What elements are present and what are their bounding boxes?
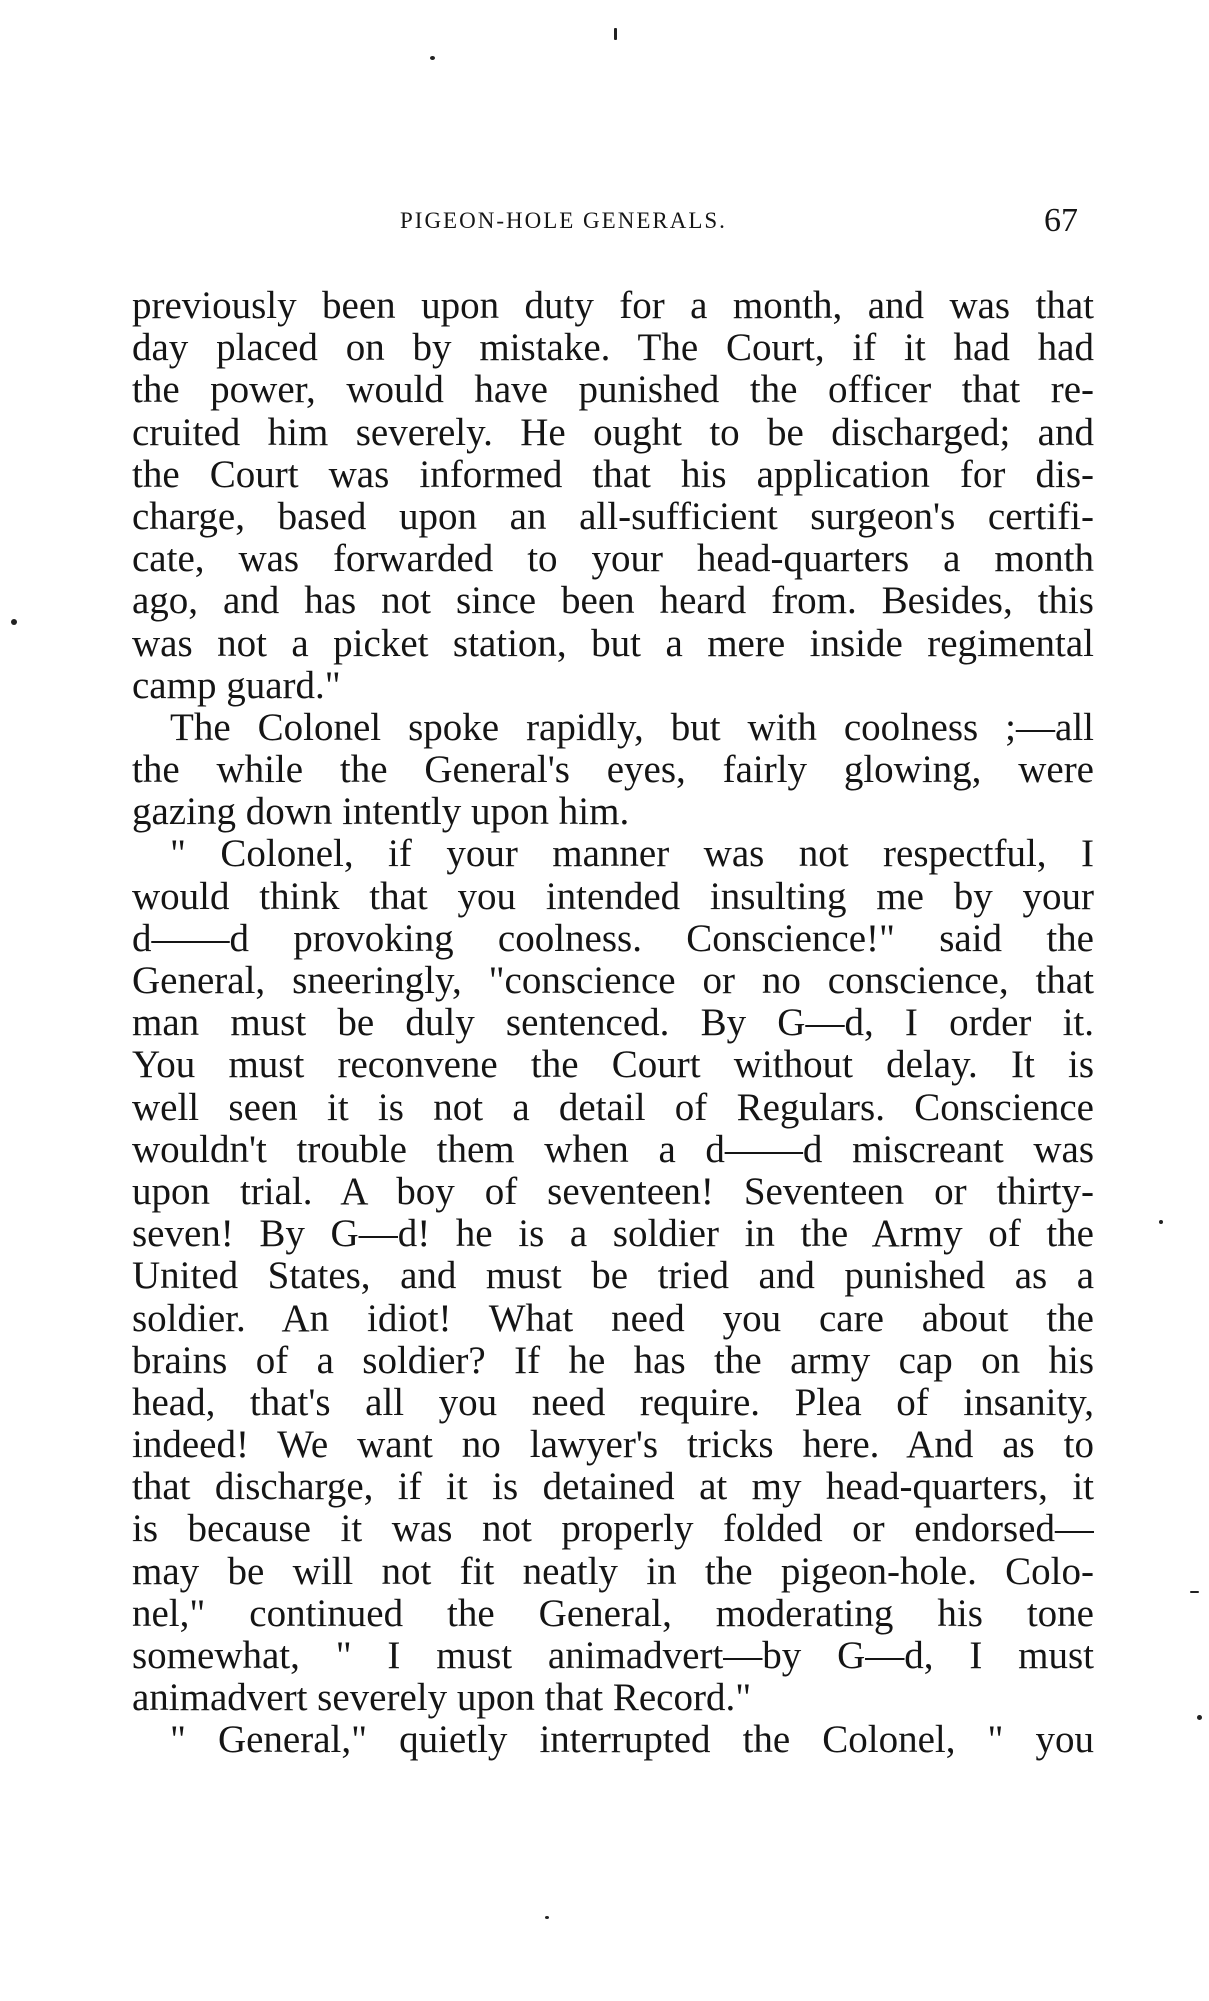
text-line: soldier. An idiot! What need you care about the: [132, 1297, 1094, 1340]
text-line: the power, would have punished the officer that re-: [132, 369, 1094, 412]
text-line: " Colonel, if your manner was not respectful, I: [170, 833, 1094, 876]
text-line: charge, based upon an all-sufficient surgeon's certifi-: [132, 495, 1094, 538]
text-line: was not a picket station, but a mere inside regimental: [132, 622, 1094, 665]
ink-speck: [1197, 1715, 1202, 1720]
text-line: camp guard.": [132, 664, 341, 707]
text-line: that discharge, if it is detained at my head-quarters, it: [132, 1466, 1094, 1509]
body-text: [132, 285, 1094, 1762]
text-line: is because it was not properly folded or endorsed—: [132, 1508, 1094, 1551]
page-number: 67: [1044, 202, 1078, 239]
text-line: " General," quietly interrupted the Colonel, " you: [170, 1719, 1094, 1762]
ink-speck: [11, 619, 17, 625]
text-line: United States, and must be tried and punished as a: [132, 1255, 1094, 1298]
text-line: cate, was forwarded to your head-quarters a month: [132, 538, 1094, 581]
ink-speck: [1190, 1591, 1199, 1593]
text-line: upon trial. A boy of seventeen! Seventeen or thirty-: [132, 1170, 1094, 1213]
text-line: ago, and has not since been heard from. Besides, this: [132, 580, 1094, 623]
text-line: may be will not fit neatly in the pigeon-hole. Colo-: [132, 1550, 1094, 1593]
text-line: day placed on by mistake. The Court, if it had had: [132, 327, 1094, 370]
text-line: animadvert severely upon that Record.": [132, 1677, 752, 1720]
text-line: well seen it is not a detail of Regulars. Conscience: [132, 1086, 1094, 1129]
running-head: [0, 200, 1209, 240]
text-line: man must be duly sentenced. By G—d, I order it.: [132, 1002, 1094, 1045]
text-line: somewhat, " I must animadvert—by G—d, I must: [132, 1635, 1094, 1677]
text-line: You must reconvene the Court without delay. It is: [132, 1044, 1094, 1087]
text-line: The Colonel spoke rapidly, but with coolness ;—all: [170, 706, 1094, 749]
text-line: nel," continued the General, moderating his tone: [132, 1592, 1094, 1635]
text-line: d——d provoking coolness. Conscience!" said the: [132, 917, 1094, 960]
ink-speck: [545, 1916, 549, 1919]
text-line: gazing down intently upon him.: [132, 791, 630, 834]
text-line: seven! By G—d! he is a soldier in the Army of the: [132, 1213, 1094, 1256]
text-line: indeed! We want no lawyer's tricks here. And as to: [132, 1424, 1094, 1467]
ink-speck: [1159, 1220, 1163, 1224]
text-line: previously been upon duty for a month, and was that: [132, 285, 1094, 327]
running-title: PIGEON-HOLE GENERALS.: [400, 208, 727, 233]
text-line: head, that's all you need require. Plea of insanity,: [132, 1381, 1094, 1424]
text-line: brains of a soldier? If he has the army cap on his: [132, 1339, 1094, 1382]
text-line: cruited him severely. He ought to be discharged; and: [132, 411, 1094, 454]
text-line: wouldn't trouble them when a d——d miscreant was: [132, 1128, 1094, 1171]
text-line: the Court was informed that his application for dis-: [132, 453, 1094, 496]
ink-speck: [614, 28, 617, 40]
text-line: General, sneeringly, "conscience or no conscience, that: [132, 960, 1094, 1002]
ink-speck: [430, 56, 435, 60]
text-line: the while the General's eyes, fairly glowing, were: [132, 749, 1094, 792]
text-line: would think that you intended insulting me by your: [132, 875, 1094, 918]
